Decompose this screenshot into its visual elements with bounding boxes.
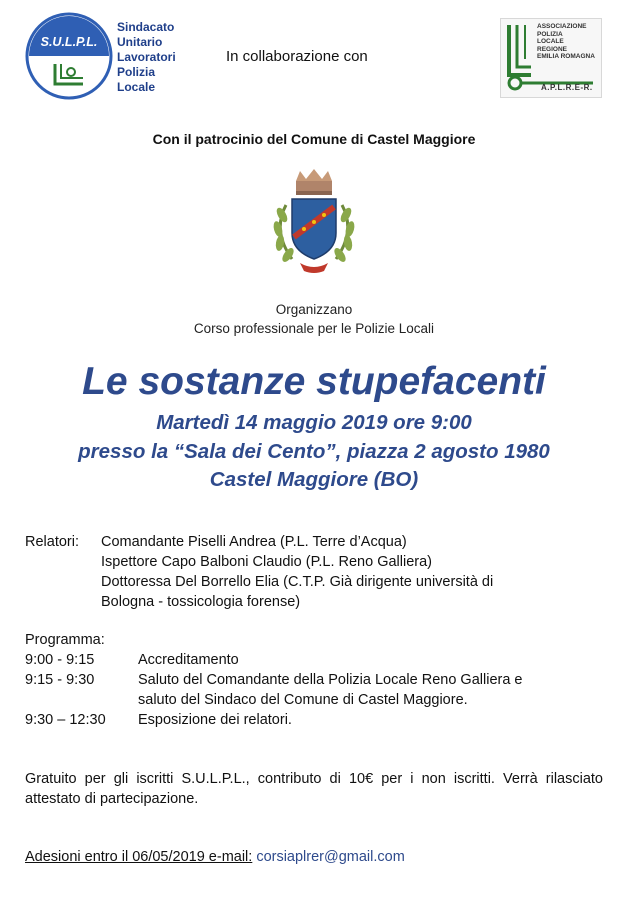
sulpl-logo (25, 12, 113, 100)
aplrer-name-line: POLIZIA (537, 30, 563, 38)
patronage-line: Con il patrocinio del Comune di Castel Maggiore (152, 131, 476, 147)
organizers-line-1: Organizzano (275, 302, 353, 317)
sulpl-badge-text: S.U.L.P.L. (40, 35, 98, 49)
program-time: 9:00 - 9:15 (25, 652, 95, 668)
aplrer-abbreviation: A.P.L.R.E-R. (541, 83, 593, 92)
collaboration-text: In collaborazione con (226, 48, 368, 65)
speaker-item: Comandante Piselli Andrea (P.L. Terre d’Acqua) (101, 534, 407, 550)
event-title: Le sostanze stupefacenti (82, 360, 546, 403)
program-activity: Esposizione dei relatori. (138, 712, 292, 728)
fee-note: Gratuito per gli iscritti S.U.L.P.L., contributo di 10€ per i non iscritti. Verrà rilasciato attestato di partecipazione. (25, 771, 603, 807)
program-time: 9:15 - 9:30 (25, 672, 95, 688)
sulpl-name-line: Sindacato (117, 20, 175, 34)
program-time: 9:30 – 12:30 (25, 712, 106, 728)
program-activity: Saluto del Comandante della Polizia Locale Reno Galliera e (138, 672, 523, 688)
speaker-item: Bologna - tossicologia forense) (101, 594, 301, 610)
speakers-label: Relatori: (25, 534, 79, 550)
speaker-item: Dottoressa Del Borrello Elia (C.T.P. Già dirigente università di (101, 574, 494, 590)
sulpl-name-line: Polizia (117, 65, 156, 79)
program-activity: saluto del Sindaco del Comune di Castel Maggiore. (138, 692, 468, 708)
registration-email-link[interactable]: corsiaplrer@gmail.com (256, 849, 405, 865)
event-city: Castel Maggiore (BO) (209, 468, 419, 491)
castel-maggiore-crest (262, 167, 366, 279)
sulpl-name-line: Locale (117, 80, 156, 94)
event-venue: presso la “Sala dei Cento”, piazza 2 agosto 1980 (78, 440, 550, 463)
sulpl-name (117, 20, 176, 95)
aplrer-name-line: REGIONE (537, 45, 567, 53)
registration-line (25, 849, 405, 865)
aplrer-name-line: ASSOCIAZIONE (537, 23, 587, 30)
organizers-block (0, 300, 628, 338)
aplrer-name-line: EMILIA ROMAGNA (537, 53, 595, 60)
program-activity: Accreditamento (138, 652, 239, 668)
aplrer-name-line: LOCALE (537, 38, 564, 45)
sulpl-name-line: Lavoratori (117, 50, 176, 64)
registration-text: Adesioni entro il 06/05/2019 e-mail: (25, 849, 253, 865)
event-date: Martedì 14 maggio 2019 ore 9:00 (156, 411, 472, 434)
aplrer-logo (500, 18, 602, 98)
speaker-item: Ispettore Capo Balboni Claudio (P.L. Reno Galliera) (101, 554, 433, 570)
sulpl-name-line: Unitario (117, 35, 163, 49)
program-label: Programma: (25, 632, 105, 648)
organizers-line-2: Corso professionale per le Polizie Locali (193, 321, 435, 336)
